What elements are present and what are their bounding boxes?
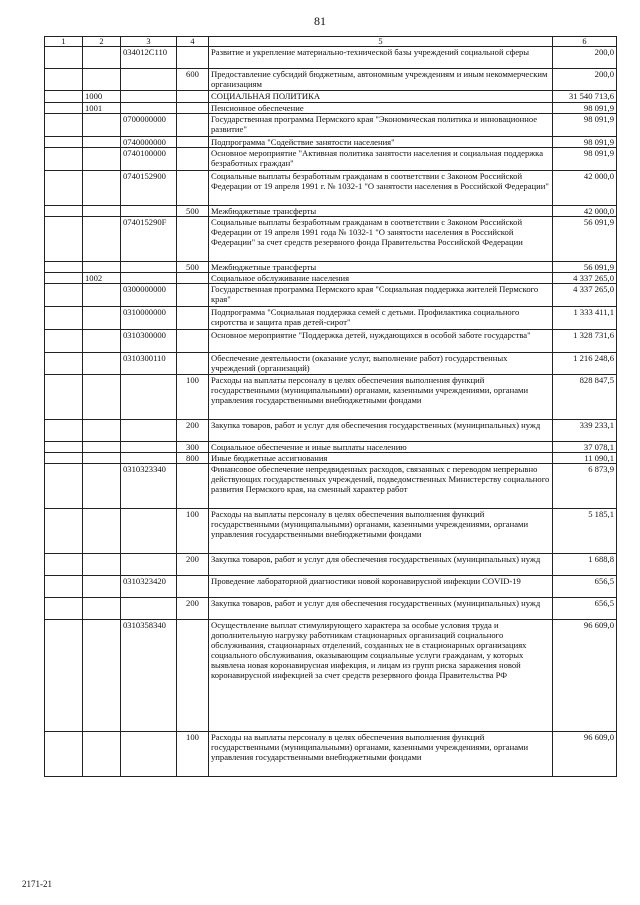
cell-amount: 98 091,9 xyxy=(553,103,617,114)
cell-expense-type: 500 xyxy=(177,206,209,217)
cell-section-code xyxy=(83,148,121,171)
cell-item-name: Основное мероприятие "Активная политика занятости населения и социальная поддержка безработных граждан" xyxy=(209,148,553,171)
table-row xyxy=(45,620,617,732)
table-row xyxy=(45,330,617,353)
cell-section-code xyxy=(83,217,121,262)
table-row xyxy=(45,262,617,273)
cell-section-code xyxy=(83,206,121,217)
table-header-row xyxy=(45,37,617,47)
cell-amount: 656,5 xyxy=(553,576,617,598)
cell-amount: 1 216 248,6 xyxy=(553,353,617,375)
cell-item-name: Финансовое обеспечение непредвиденных расходов, связанных с переводом непрерывно действующих государственных учреждений, подведомственных Министерству социального развития Пермского края, на сменный характер работ xyxy=(209,464,553,509)
cell-expense-type xyxy=(177,284,209,307)
cell-col-1 xyxy=(45,273,83,284)
cell-item-name: Межбюджетные трансферты xyxy=(209,262,553,273)
cell-item-name: Закупка товаров, работ и услуг для обеспечения государственных (муниципальных) нужд xyxy=(209,420,553,442)
cell-col-1 xyxy=(45,554,83,576)
cell-section-code: 1002 xyxy=(83,273,121,284)
cell-item-name: Государственная программа Пермского края "Экономическая политика и инновационное развитие" xyxy=(209,114,553,137)
cell-expense-type: 500 xyxy=(177,262,209,273)
column-header: 6 xyxy=(553,37,617,47)
cell-amount: 98 091,9 xyxy=(553,148,617,171)
cell-target-article xyxy=(121,509,177,554)
cell-section-code xyxy=(83,47,121,69)
cell-item-name: Закупка товаров, работ и услуг для обеспечения государственных (муниципальных) нужд xyxy=(209,554,553,576)
cell-amount: 828 847,5 xyxy=(553,375,617,420)
cell-amount: 31 540 713,6 xyxy=(553,91,617,103)
cell-col-1 xyxy=(45,576,83,598)
cell-item-name: Предоставление субсидий бюджетным, автономным учреждениям и иным некоммерческим организациям xyxy=(209,69,553,91)
column-header: 4 xyxy=(177,37,209,47)
cell-section-code xyxy=(83,554,121,576)
cell-expense-type: 200 xyxy=(177,554,209,576)
cell-amount: 98 091,9 xyxy=(553,114,617,137)
cell-amount: 42 000,0 xyxy=(553,171,617,206)
cell-item-name: Основное мероприятие "Поддержка детей, нуждающихся в особой заботе государства" xyxy=(209,330,553,353)
cell-target-article: 0310300110 xyxy=(121,353,177,375)
table-row xyxy=(45,103,617,114)
cell-item-name: Социальные выплаты безработным гражданам в соответствии с Законом Российской Федерации от 19 апреля 1991 года № 1032-1 "О занятости населения в Российской Федерации" за счет средств резервного фонда Правительства Российской Федерации xyxy=(209,217,553,262)
cell-section-code xyxy=(83,453,121,464)
cell-target-article xyxy=(121,375,177,420)
cell-item-name: Межбюджетные трансферты xyxy=(209,206,553,217)
cell-section-code xyxy=(83,353,121,375)
cell-amount: 5 185,1 xyxy=(553,509,617,554)
table-row xyxy=(45,148,617,171)
cell-target-article xyxy=(121,598,177,620)
cell-expense-type: 200 xyxy=(177,420,209,442)
cell-col-1 xyxy=(45,69,83,91)
table-row xyxy=(45,442,617,453)
cell-col-1 xyxy=(45,307,83,330)
table-row xyxy=(45,206,617,217)
table-row xyxy=(45,576,617,598)
cell-expense-type xyxy=(177,330,209,353)
cell-target-article xyxy=(121,554,177,576)
cell-col-1 xyxy=(45,114,83,137)
cell-expense-type xyxy=(177,137,209,148)
table-row xyxy=(45,732,617,777)
cell-section-code xyxy=(83,375,121,420)
cell-section-code xyxy=(83,509,121,554)
cell-section-code xyxy=(83,171,121,206)
cell-amount: 56 091,9 xyxy=(553,217,617,262)
cell-amount: 339 233,1 xyxy=(553,420,617,442)
cell-section-code xyxy=(83,137,121,148)
cell-section-code xyxy=(83,464,121,509)
cell-target-article: 074015290F xyxy=(121,217,177,262)
cell-section-code xyxy=(83,284,121,307)
cell-item-name: Пенсионное обеспечение xyxy=(209,103,553,114)
cell-col-1 xyxy=(45,262,83,273)
cell-col-1 xyxy=(45,453,83,464)
cell-section-code xyxy=(83,620,121,732)
column-header: 3 xyxy=(121,37,177,47)
column-header: 2 xyxy=(83,37,121,47)
cell-amount: 1 688,8 xyxy=(553,554,617,576)
cell-target-article xyxy=(121,206,177,217)
cell-expense-type: 300 xyxy=(177,442,209,453)
cell-item-name: Государственная программа Пермского края "Социальная поддержка жителей Пермского края" xyxy=(209,284,553,307)
table-row xyxy=(45,554,617,576)
cell-target-article: 0310358340 xyxy=(121,620,177,732)
cell-amount: 11 090,1 xyxy=(553,453,617,464)
table-row xyxy=(45,307,617,330)
cell-section-code: 1000 xyxy=(83,91,121,103)
cell-col-1 xyxy=(45,420,83,442)
cell-item-name: Проведение лабораторной диагностики новой коронавирусной инфекции COVID-19 xyxy=(209,576,553,598)
column-header: 1 xyxy=(45,37,83,47)
footer-document-code: 2171-21 xyxy=(22,879,52,889)
cell-section-code xyxy=(83,598,121,620)
cell-section-code xyxy=(83,69,121,91)
cell-amount: 1 328 731,6 xyxy=(553,330,617,353)
table-row xyxy=(45,353,617,375)
cell-amount: 656,5 xyxy=(553,598,617,620)
cell-target-article xyxy=(121,103,177,114)
cell-col-1 xyxy=(45,732,83,777)
cell-item-name: Подпрограмма "Содействие занятости населения" xyxy=(209,137,553,148)
cell-col-1 xyxy=(45,509,83,554)
cell-item-name: Закупка товаров, работ и услуг для обеспечения государственных (муниципальных) нужд xyxy=(209,598,553,620)
cell-item-name: Расходы на выплаты персоналу в целях обеспечения выполнения функций государственными (муниципальными) органами, казенными учреждениями, органами управления государственными внебюджетными фондами xyxy=(209,732,553,777)
cell-target-article: 0700000000 xyxy=(121,114,177,137)
cell-item-name: Подпрограмма "Социальная поддержка семей с детьми. Профилактика социального сиротства и защита прав детей-сирот" xyxy=(209,307,553,330)
table-row xyxy=(45,509,617,554)
cell-amount: 96 609,0 xyxy=(553,620,617,732)
table-row xyxy=(45,284,617,307)
cell-expense-type: 600 xyxy=(177,69,209,91)
table-row xyxy=(45,114,617,137)
cell-target-article xyxy=(121,273,177,284)
cell-item-name: Развитие и укрепление материально-технической базы учреждений социальной сферы xyxy=(209,47,553,69)
cell-target-article: 0740100000 xyxy=(121,148,177,171)
cell-target-article xyxy=(121,732,177,777)
table-row xyxy=(45,453,617,464)
cell-target-article: 0740000000 xyxy=(121,137,177,148)
cell-amount: 56 091,9 xyxy=(553,262,617,273)
cell-target-article xyxy=(121,453,177,464)
cell-target-article xyxy=(121,91,177,103)
table-row xyxy=(45,47,617,69)
cell-amount: 96 609,0 xyxy=(553,732,617,777)
cell-expense-type xyxy=(177,103,209,114)
cell-item-name: Расходы на выплаты персоналу в целях обеспечения выполнения функций государственными (муниципальными) органами, казенными учреждениями, органами управления государственными внебюджетными фондами xyxy=(209,375,553,420)
cell-expense-type xyxy=(177,47,209,69)
cell-expense-type xyxy=(177,576,209,598)
cell-section-code xyxy=(83,442,121,453)
cell-target-article xyxy=(121,262,177,273)
cell-col-1 xyxy=(45,284,83,307)
cell-expense-type xyxy=(177,353,209,375)
table-row xyxy=(45,217,617,262)
page-number: 81 xyxy=(314,14,326,28)
cell-col-1 xyxy=(45,217,83,262)
cell-item-name: Иные бюджетные ассигнования xyxy=(209,453,553,464)
cell-target-article: 0300000000 xyxy=(121,284,177,307)
cell-expense-type xyxy=(177,464,209,509)
cell-expense-type xyxy=(177,171,209,206)
cell-amount: 1 333 411,1 xyxy=(553,307,617,330)
cell-section-code xyxy=(83,732,121,777)
cell-section-code xyxy=(83,330,121,353)
table-row xyxy=(45,91,617,103)
cell-amount: 200,0 xyxy=(553,47,617,69)
cell-item-name: СОЦИАЛЬНАЯ ПОЛИТИКА xyxy=(209,91,553,103)
cell-target-article: 0740152900 xyxy=(121,171,177,206)
cell-item-name: Социальное обеспечение и иные выплаты населению xyxy=(209,442,553,453)
cell-col-1 xyxy=(45,103,83,114)
cell-expense-type xyxy=(177,148,209,171)
cell-expense-type xyxy=(177,91,209,103)
column-header: 5 xyxy=(209,37,553,47)
cell-item-name: Социальные выплаты безработным гражданам в соответствии с Законом Российской Федерации от 19 апреля 1991 г. № 1032-1 "О занятости населения в Российской Федерации" xyxy=(209,171,553,206)
table-body xyxy=(45,47,617,777)
cell-col-1 xyxy=(45,137,83,148)
cell-amount: 98 091,9 xyxy=(553,137,617,148)
cell-col-1 xyxy=(45,375,83,420)
cell-amount: 37 078,1 xyxy=(553,442,617,453)
cell-col-1 xyxy=(45,330,83,353)
cell-expense-type: 800 xyxy=(177,453,209,464)
cell-section-code xyxy=(83,576,121,598)
cell-expense-type xyxy=(177,217,209,262)
cell-col-1 xyxy=(45,353,83,375)
cell-target-article xyxy=(121,69,177,91)
table-row xyxy=(45,598,617,620)
cell-item-name: Обеспечение деятельности (оказание услуг, выполнение работ) государственных учреждений (организаций) xyxy=(209,353,553,375)
cell-col-1 xyxy=(45,206,83,217)
cell-target-article xyxy=(121,442,177,453)
cell-target-article: 0310000000 xyxy=(121,307,177,330)
cell-expense-type: 100 xyxy=(177,375,209,420)
cell-amount: 4 337 265,0 xyxy=(553,273,617,284)
cell-expense-type xyxy=(177,307,209,330)
cell-item-name: Социальное обслуживание населения xyxy=(209,273,553,284)
cell-expense-type: 100 xyxy=(177,509,209,554)
cell-col-1 xyxy=(45,148,83,171)
cell-col-1 xyxy=(45,464,83,509)
cell-amount: 42 000,0 xyxy=(553,206,617,217)
cell-target-article: 0310323340 xyxy=(121,464,177,509)
cell-col-1 xyxy=(45,47,83,69)
cell-section-code xyxy=(83,114,121,137)
budget-table xyxy=(44,36,617,777)
cell-col-1 xyxy=(45,91,83,103)
cell-section-code xyxy=(83,262,121,273)
table-row xyxy=(45,137,617,148)
cell-col-1 xyxy=(45,171,83,206)
table-row xyxy=(45,273,617,284)
cell-target-article: 034012C110 xyxy=(121,47,177,69)
cell-amount: 200,0 xyxy=(553,69,617,91)
table-row xyxy=(45,375,617,420)
cell-col-1 xyxy=(45,598,83,620)
cell-target-article: 0310300000 xyxy=(121,330,177,353)
cell-amount: 6 873,9 xyxy=(553,464,617,509)
table-row xyxy=(45,69,617,91)
table-row xyxy=(45,420,617,442)
cell-expense-type xyxy=(177,114,209,137)
cell-item-name: Расходы на выплаты персоналу в целях обеспечения выполнения функций государственными (муниципальными) органами, казенными учреждениями, органами управления государственными внебюджетными фондами xyxy=(209,509,553,554)
cell-target-article xyxy=(121,420,177,442)
cell-section-code: 1001 xyxy=(83,103,121,114)
cell-expense-type xyxy=(177,620,209,732)
cell-target-article: 0310323420 xyxy=(121,576,177,598)
cell-amount: 4 337 265,0 xyxy=(553,284,617,307)
table-row xyxy=(45,171,617,206)
cell-expense-type: 100 xyxy=(177,732,209,777)
cell-col-1 xyxy=(45,442,83,453)
table-row xyxy=(45,464,617,509)
cell-expense-type xyxy=(177,273,209,284)
cell-section-code xyxy=(83,307,121,330)
cell-expense-type: 200 xyxy=(177,598,209,620)
cell-col-1 xyxy=(45,620,83,732)
cell-item-name: Осуществление выплат стимулирующего характера за особые условия труда и дополнительную нагрузку работникам стационарных организаций социального обслуживания, стационарных отделений, созданных не в стационарных организациях социального обслуживания, оказывающим социальные услуги гражданам, у которых выявлена новая коронавирусная инфекция, и лицам из групп риска заражения новой коронавирусной инфекцией за счет средств резервного фонда Правительства РФ xyxy=(209,620,553,732)
cell-section-code xyxy=(83,420,121,442)
